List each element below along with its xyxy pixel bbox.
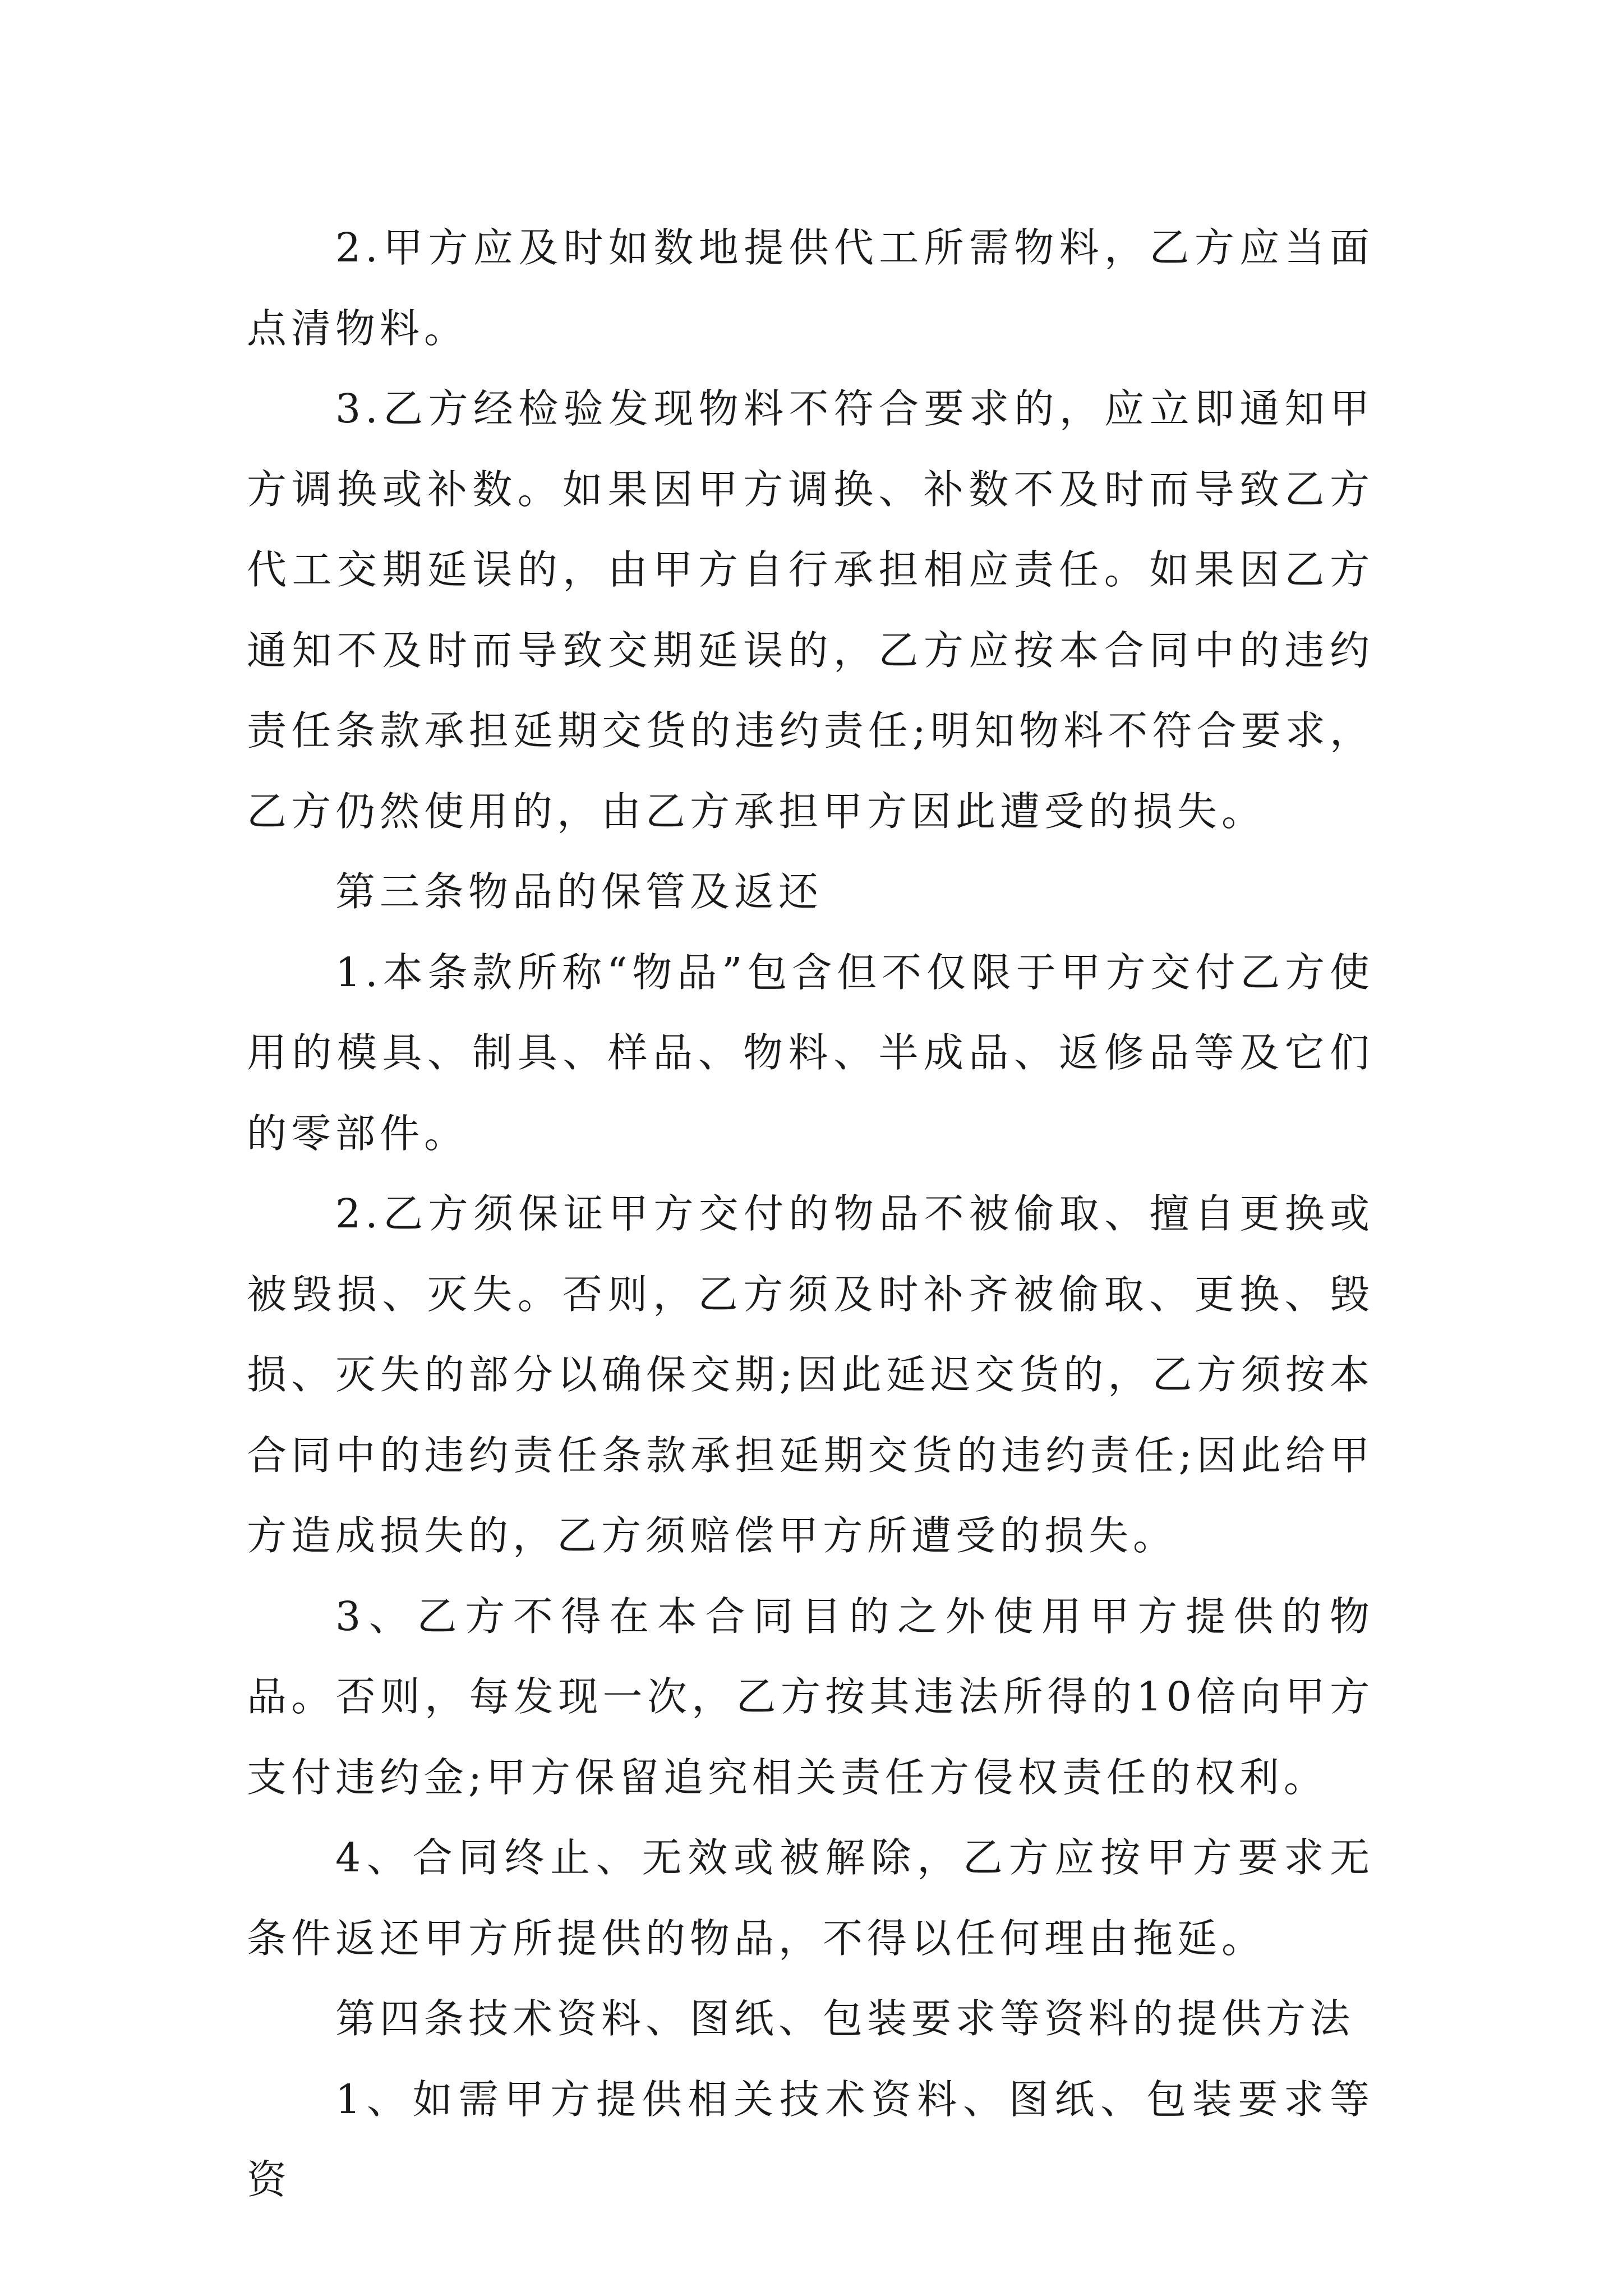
clause-3-1-paragraph: 1.本条款所称“物品”包含但不仅限于甲方交付乙方使用的模具、制具、样品、物料、半成品、返修品等及它们的零部件。 <box>247 949 1374 1157</box>
clause-2-3-paragraph: 3.乙方经检验发现物料不符合要求的，应立即通知甲方调换或补数。如果因甲方调换、补数不及时而导致乙方代工交期延误的，由甲方自行承担相应责任。如果因乙方通知不及时而导致交期延误的，乙方应按本合同中的违约责任条款承担延期交货的违约责任;明知物料不符合要求，乙方仍然使用的，由乙方承担甲方因此遭受的损失。 <box>247 385 1374 835</box>
article-4-heading: 第四条技术资料、图纸、包装要求等资料的提供方法 <box>335 1995 1355 2042</box>
clause-2-2-paragraph: 2.甲方应及时如数地提供代工所需物料，乙方应当面点清物料。 <box>247 224 1374 352</box>
clause-4-1-paragraph: 1、如需甲方提供相关技术资料、图纸、包装要求等资 <box>247 2076 1374 2203</box>
clause-3-2-paragraph: 2.乙方须保证甲方交付的物品不被偷取、擅自更换或被毁损、灭失。否则，乙方须及时补齐被偷取、更换、毁损、灭失的部分以确保交期;因此延迟交货的，乙方须按本合同中的违约责任条款承担延期交货的违约责任;因此给甲方造成损失的，乙方须赔偿甲方所遭受的损失。 <box>247 1190 1374 1559</box>
clause-3-3-paragraph: 3、乙方不得在本合同目的之外使用甲方提供的物品。否则，每发现一次，乙方按其违法所得的10倍向甲方支付违约金;甲方保留追究相关责任方侵权责任的权利。 <box>247 1593 1374 1801</box>
article-3-heading: 第三条物品的保管及返还 <box>335 868 823 915</box>
document-body <box>247 208 1374 2220</box>
clause-3-4-paragraph: 4、合同终止、无效或被解除，乙方应按甲方要求无条件返还甲方所提供的物品，不得以任何理由拖延。 <box>247 1834 1374 1962</box>
